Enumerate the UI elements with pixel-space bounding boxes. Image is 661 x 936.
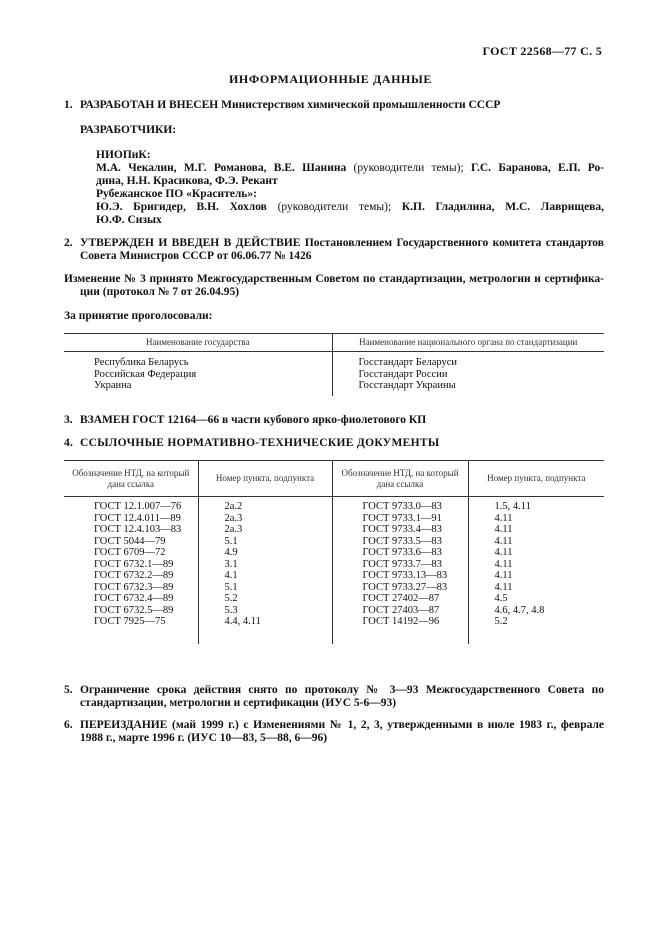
- voting-table-header-state: Наименование государства: [146, 337, 250, 347]
- table-cell: 5.1: [198, 582, 332, 594]
- krasitel-leaders: Ю.Э. Бригидер, В.Н. Хохлов: [96, 201, 267, 213]
- table-cell: ГОСТ 27403—87: [332, 605, 468, 617]
- table-cell: Госстандарт Беларуси: [332, 352, 604, 369]
- table-cell: 4.11: [468, 559, 604, 571]
- table-cell: Республика Беларусь: [94, 357, 189, 368]
- section-6-line-1: ПЕРЕИЗДАНИЕ (май 1999 г.) с Изменениями № 1, 2, 3, утвержденными в июле 1983 г., феврале: [80, 719, 604, 731]
- developers-label: РАЗРАБОТЧИКИ:: [80, 124, 177, 136]
- section-5-number: 5.: [64, 684, 73, 696]
- developers-list: [96, 149, 604, 227]
- change-notice: [64, 273, 604, 299]
- section-4-text: ССЫЛОЧНЫЕ НОРМАТИВНО-ТЕХНИЧЕСКИЕ ДОКУМЕНТЫ: [80, 437, 440, 449]
- ref-table-header-clause-2: Номер пункта, подпункта: [468, 461, 604, 497]
- table-row: [64, 559, 604, 571]
- table-cell: ГОСТ 12.1.007—76: [94, 501, 182, 512]
- table-row: [64, 497, 604, 513]
- ref-table-header-doc-2: Обозначение НТД, на который дана ссылка: [332, 461, 468, 497]
- table-row: [64, 513, 604, 525]
- table-cell: 5.2: [198, 593, 332, 605]
- section-5-line-2: стандартизации, метрологии и сертификации (ИУС 5-6—93): [80, 697, 397, 709]
- table-row: [64, 582, 604, 594]
- table-cell: 1.5, 4.11: [468, 497, 604, 513]
- table-cell: 4.9: [198, 547, 332, 559]
- table-cell: ГОСТ 12.4.103—83: [94, 524, 182, 535]
- voted-label: За принятие проголосовали:: [64, 310, 213, 322]
- section-6: [64, 719, 604, 745]
- table-cell: 5.2: [468, 616, 604, 644]
- table-cell: ГОСТ 9733.1—91: [332, 513, 468, 525]
- voting-table-header-body: Наименование национального органа по стандартизации: [332, 334, 604, 352]
- ref-table-header-doc-1: Обозначение НТД, на который дана ссылка: [72, 467, 190, 489]
- org-krasitel: Рубежанское ПО «Краситель»:: [96, 188, 257, 200]
- table-cell: 4.5: [468, 593, 604, 605]
- table-cell: Украина: [94, 380, 132, 391]
- section-5-line-1: Ограничение срока действия снято по протоколу № 3—93 Межгосударственного Совета по: [80, 684, 604, 696]
- references-table: [64, 460, 604, 644]
- krasitel-members-1: К.П. Гладилина, М.С. Лаврищева,: [401, 201, 605, 213]
- niopik-leaders: М.А. Чекалин, М.Г. Романова, В.Е. Шанина: [96, 162, 347, 174]
- table-cell: ГОСТ 6732.4—89: [94, 593, 174, 604]
- table-cell: 5.3: [198, 605, 332, 617]
- table-row: [64, 524, 604, 536]
- table-cell: Российская Федерация: [94, 368, 197, 380]
- section-2-line-1: УТВЕРЖДЕН И ВВЕДЕН В ДЕЙСТВИЕ Постановлением Государственного комитета стандартов: [80, 237, 604, 249]
- section-2: [64, 237, 604, 263]
- table-cell: ГОСТ 9733.0—83: [332, 497, 468, 513]
- table-row: [64, 570, 604, 582]
- section-5: [64, 684, 604, 710]
- org-niopik-line-1: [96, 162, 604, 175]
- table-row: [64, 352, 604, 369]
- table-row: [64, 605, 604, 617]
- change-line-1: Изменение № 3 принято Межгосударственным Советом по стандартизации, метрологии и сертифика-: [64, 273, 604, 285]
- table-row: [64, 616, 604, 644]
- ref-table-header-clause-1: Номер пункта, подпункта: [198, 461, 332, 497]
- page-header: ГОСТ 22568—77 С. 5: [482, 44, 602, 58]
- table-cell: 2а.3: [198, 513, 332, 525]
- table-cell: ГОСТ 7925—75: [94, 616, 166, 627]
- table-cell: 4.11: [468, 570, 604, 582]
- org-krasitel-line-2: Ю.Ф. Сизых: [96, 214, 162, 226]
- table-row: [64, 536, 604, 548]
- section-1: [64, 99, 604, 112]
- table-cell: ГОСТ 6732.2—89: [94, 570, 174, 581]
- references-table-body: [64, 497, 604, 644]
- table-cell: ГОСТ 6709—72: [94, 547, 166, 558]
- table-cell: 4.11: [468, 547, 604, 559]
- table-cell: ГОСТ 9733.27—83: [332, 582, 468, 594]
- table-cell: ГОСТ 9733.5—83: [332, 536, 468, 548]
- table-cell: ГОСТ 9733.4—83: [332, 524, 468, 536]
- table-cell: Госстандарт Украины: [332, 380, 604, 396]
- section-1-text: РАЗРАБОТАН И ВНЕСЕН Министерством химической промышленности СССР: [80, 99, 501, 111]
- table-row: [64, 547, 604, 559]
- table-cell: ГОСТ 6732.5—89: [94, 604, 174, 616]
- table-cell: ГОСТ 9733.7—83: [332, 559, 468, 571]
- table-row: [64, 369, 604, 381]
- table-cell: ГОСТ 5044—79: [94, 535, 166, 547]
- table-cell: 4.11: [468, 513, 604, 525]
- table-cell: ГОСТ 6732.1—89: [94, 558, 174, 570]
- table-cell: ГОСТ 27402—87: [332, 593, 468, 605]
- table-cell: 2а.2: [198, 497, 332, 513]
- section-3-text: ВЗАМЕН ГОСТ 12164—66 в части кубового ярко-фиолетового КП: [80, 414, 427, 426]
- table-cell: ГОСТ 12.4.011—89: [94, 512, 181, 524]
- table-cell: Госстандарт России: [332, 369, 604, 381]
- page-title: ИНФОРМАЦИОННЫЕ ДАННЫЕ: [229, 72, 432, 86]
- section-1-number: 1.: [64, 99, 73, 111]
- table-cell: 2а.3: [198, 524, 332, 536]
- table-cell: 4.6, 4.7, 4.8: [468, 605, 604, 617]
- table-cell: 4.4, 4.11: [198, 616, 332, 644]
- section-3: [64, 414, 604, 427]
- voting-table: [64, 333, 604, 396]
- table-row: [64, 593, 604, 605]
- table-cell: ГОСТ 9733.13—83: [332, 570, 468, 582]
- niopik-role: (руководители темы);: [353, 162, 464, 174]
- section-4: [64, 437, 604, 450]
- section-4-number: 4.: [64, 437, 74, 449]
- section-2-number: 2.: [64, 237, 73, 249]
- section-3-number: 3.: [64, 414, 73, 426]
- table-cell: ГОСТ 9733.6—83: [332, 547, 468, 559]
- change-line-2: ции (протокол № 7 от 26.04.95): [80, 286, 240, 298]
- section-6-number: 6.: [64, 719, 73, 731]
- org-krasitel-line-1: [96, 201, 604, 214]
- krasitel-role: (руководители темы);: [277, 201, 392, 213]
- table-cell: ГОСТ 14192—96: [332, 616, 468, 644]
- org-niopik-line-2: дина, Н.Н. Красикова, Ф.Э. Рекант: [96, 175, 278, 187]
- table-cell: 4.11: [468, 582, 604, 594]
- table-row: [64, 380, 604, 396]
- table-cell: 4.1: [198, 570, 332, 582]
- table-cell: 5.1: [198, 536, 332, 548]
- table-cell: 4.11: [468, 536, 604, 548]
- table-cell: 4.11: [468, 524, 604, 536]
- niopik-members-1: Г.С. Баранова, Е.П. Ро-: [470, 162, 605, 174]
- table-cell: 3.1: [198, 559, 332, 571]
- org-niopik: НИОПиК:: [96, 149, 151, 161]
- section-2-line-2: Совета Министров СССР от 06.06.77 № 1426: [80, 250, 312, 262]
- table-cell: ГОСТ 6732.3—89: [94, 581, 174, 593]
- section-6-line-2: 1988 г., марте 1996 г. (ИУС 10—83, 5—88, 6—96): [80, 732, 328, 744]
